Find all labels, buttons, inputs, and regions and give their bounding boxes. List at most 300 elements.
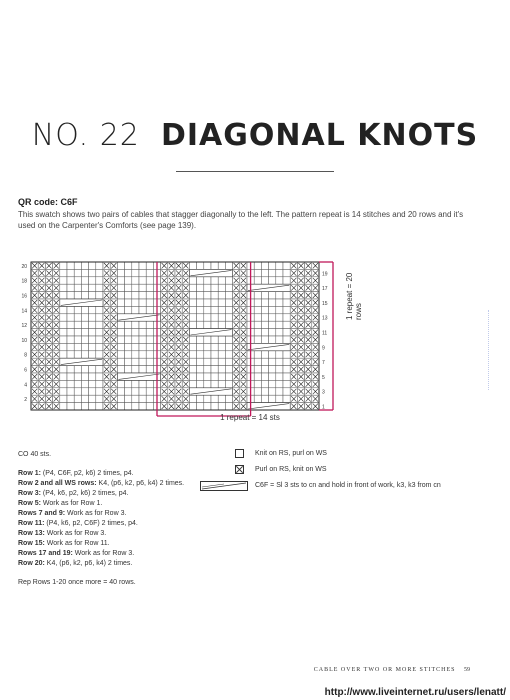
chart-cell <box>74 284 81 291</box>
chart-cell <box>276 299 283 306</box>
chart-cell <box>261 329 268 336</box>
chart-cell <box>225 284 232 291</box>
chart-cell <box>96 269 103 276</box>
chart-cell <box>74 277 81 284</box>
x-square-icon <box>235 465 244 476</box>
title-divider <box>176 171 334 172</box>
chart-cell <box>74 388 81 395</box>
chart-cell <box>225 299 232 306</box>
chart-cell <box>117 343 124 350</box>
chart-cell <box>117 277 124 284</box>
row-number-right: 13 <box>322 315 328 322</box>
chart-cell <box>197 284 204 291</box>
chart-cell <box>146 343 153 350</box>
chart-cell <box>67 277 74 284</box>
chart-cell <box>132 306 139 313</box>
chart-cell <box>211 351 218 358</box>
chart-cell <box>67 284 74 291</box>
chart-cell <box>254 373 261 380</box>
chart-cell <box>67 269 74 276</box>
chart-cell <box>132 388 139 395</box>
chart-cell <box>81 388 88 395</box>
chart-cell <box>218 299 225 306</box>
chart-cell <box>89 329 96 336</box>
chart-cell <box>254 262 261 269</box>
chart-cell <box>283 262 290 269</box>
chart-cell <box>261 314 268 321</box>
chart-cell <box>67 314 74 321</box>
chart-cell <box>60 403 67 410</box>
chart-cell <box>125 388 132 395</box>
chart-cell <box>254 395 261 402</box>
chart-cell <box>67 366 74 373</box>
instruction-row-label: Row 20: <box>18 560 45 567</box>
chart-cell <box>67 262 74 269</box>
chart-cell <box>225 321 232 328</box>
chart-cell <box>146 388 153 395</box>
chart-cell <box>96 321 103 328</box>
instruction-row-label: Row 1: <box>18 470 41 477</box>
chart-cell <box>269 292 276 299</box>
chart-cell <box>139 380 146 387</box>
chart-cell <box>211 299 218 306</box>
chart-cell <box>283 380 290 387</box>
chart-cell <box>60 373 67 380</box>
row-number-left: 12 <box>21 323 27 330</box>
chart-cell <box>218 292 225 299</box>
chart-cell <box>204 277 211 284</box>
instruction-row-text: Work as for Row 3. <box>72 550 135 557</box>
chart-cell <box>218 403 225 410</box>
page-title <box>0 118 510 153</box>
chart-cell <box>283 358 290 365</box>
chart-cell <box>269 299 276 306</box>
chart-cell <box>125 395 132 402</box>
chart-cell <box>89 321 96 328</box>
chart-cell <box>189 306 196 313</box>
chart-cell <box>225 336 232 343</box>
chart-cell <box>81 380 88 387</box>
chart-cell <box>204 299 211 306</box>
cast-on-line: CO 40 sts. <box>18 451 52 458</box>
instruction-row-text: Work as for Row 3. <box>44 530 107 537</box>
chart-cell <box>117 292 124 299</box>
chart-cell <box>132 380 139 387</box>
chart-cell <box>139 299 146 306</box>
chart-cell <box>225 314 232 321</box>
chart-cell <box>218 395 225 402</box>
qr-code-label: QR code: C6F <box>18 197 78 207</box>
row-instructions <box>18 450 218 588</box>
chart-cell <box>225 262 232 269</box>
chart-cell <box>197 380 204 387</box>
chart-cell <box>89 380 96 387</box>
chart-cell <box>117 351 124 358</box>
chart-cell <box>197 314 204 321</box>
chart-cell <box>283 306 290 313</box>
chart-cell <box>125 380 132 387</box>
chart-cell <box>139 292 146 299</box>
chart-cell <box>218 358 225 365</box>
chart-cell <box>283 336 290 343</box>
chart-cell <box>269 395 276 402</box>
chart-cell <box>74 403 81 410</box>
chart-cell <box>139 358 146 365</box>
chart-cell <box>89 269 96 276</box>
chart-cell <box>189 299 196 306</box>
chart-cell <box>81 269 88 276</box>
chart-cell <box>283 269 290 276</box>
chart-cell <box>225 380 232 387</box>
chart-cell <box>204 395 211 402</box>
chart-cell <box>89 314 96 321</box>
chart-cell <box>276 314 283 321</box>
chart-cell <box>204 358 211 365</box>
chart-cell <box>283 388 290 395</box>
chart-cell <box>211 358 218 365</box>
empty-square-icon <box>235 449 244 460</box>
chart-cell <box>189 358 196 365</box>
chart-cell <box>139 262 146 269</box>
chart-cell <box>283 373 290 380</box>
cable-c6f-icon <box>200 481 248 493</box>
chart-cell <box>269 366 276 373</box>
instruction-row <box>18 489 218 499</box>
instruction-row-label: Row 13: <box>18 530 45 537</box>
intro-paragraph: This swatch shows two pairs of cables that stagger diagonally to the left. The pattern repeat is 14 stitches and 20 rows and it's used on the Carpenter's Comforts (see page 139). <box>18 210 464 230</box>
chart-cell <box>211 395 218 402</box>
chart-cell <box>197 358 204 365</box>
chart-cell <box>132 336 139 343</box>
chart-cell <box>132 343 139 350</box>
chart-cell <box>283 366 290 373</box>
chart-cell <box>269 277 276 284</box>
chart-cell <box>197 373 204 380</box>
chart-cell <box>96 395 103 402</box>
chart-cell <box>81 403 88 410</box>
chart-cell <box>74 292 81 299</box>
chart-cell <box>89 366 96 373</box>
chart-cell <box>261 277 268 284</box>
row-number-right: 5 <box>322 374 325 381</box>
chart-cell <box>204 373 211 380</box>
chart-cell <box>81 351 88 358</box>
legend-knit-text: Knit on RS, purl on WS <box>255 450 327 457</box>
chart-cell <box>125 306 132 313</box>
chart-cell <box>276 395 283 402</box>
chart-cell <box>125 343 132 350</box>
chart-cell <box>125 366 132 373</box>
chart-cell <box>204 336 211 343</box>
instruction-row <box>18 539 218 549</box>
chart-cell <box>67 336 74 343</box>
chart-cell <box>117 403 124 410</box>
chart-cell <box>225 366 232 373</box>
legend-cable-text: C6F = Sl 3 sts to cn and hold in front of work, k3, k3 from cn <box>255 482 441 489</box>
chart-cell <box>132 262 139 269</box>
chart-cell <box>269 380 276 387</box>
chart-cell <box>269 306 276 313</box>
chart-cell <box>74 343 81 350</box>
chart-cell <box>60 366 67 373</box>
chart-cell <box>146 306 153 313</box>
chart-cell <box>211 373 218 380</box>
chart-cell <box>189 277 196 284</box>
chart-cell <box>117 269 124 276</box>
row-number-right: 3 <box>322 389 325 396</box>
chart-cell <box>60 351 67 358</box>
chart-cell <box>218 284 225 291</box>
chart-cell <box>117 306 124 313</box>
chart-cell <box>204 306 211 313</box>
instruction-row-text: Work as for Row 11. <box>44 540 110 547</box>
chart-cell <box>67 351 74 358</box>
chart-cell <box>204 314 211 321</box>
chart-cell <box>60 329 67 336</box>
chart-cell <box>225 373 232 380</box>
chart-cell <box>283 314 290 321</box>
chart-cell <box>254 306 261 313</box>
chart-cell <box>139 321 146 328</box>
chart-cell <box>125 321 132 328</box>
instruction-row-label: Rows 7 and 9: <box>18 510 66 517</box>
chart-cell <box>261 321 268 328</box>
chart-cell <box>139 277 146 284</box>
chart-cell <box>204 321 211 328</box>
chart-cell <box>261 358 268 365</box>
chart-cell <box>225 358 232 365</box>
chart-cell <box>96 380 103 387</box>
chart-cell <box>276 388 283 395</box>
chart-cell <box>132 277 139 284</box>
repeat-line: Rep Rows 1-20 once more = 40 rows. <box>18 579 136 586</box>
chart-cell <box>261 388 268 395</box>
chart-cell <box>189 292 196 299</box>
chart-cell <box>60 292 67 299</box>
chart-cell <box>74 314 81 321</box>
chart-cell <box>276 373 283 380</box>
chart-cell <box>189 321 196 328</box>
instruction-row <box>18 469 218 479</box>
chart-cell <box>146 358 153 365</box>
chart-cell <box>254 358 261 365</box>
chart-cell <box>254 329 261 336</box>
chart-cell <box>117 262 124 269</box>
chart-cell <box>96 403 103 410</box>
chart-cell <box>261 366 268 373</box>
legend-cable <box>200 480 490 496</box>
chart-cell <box>204 366 211 373</box>
chart-cell <box>81 314 88 321</box>
chart-cell <box>74 395 81 402</box>
chart-cell <box>74 336 81 343</box>
row-number-left: 10 <box>21 337 27 344</box>
chart-cell <box>254 388 261 395</box>
row-number-left: 6 <box>24 367 27 374</box>
chart-cell <box>197 321 204 328</box>
chart-cell <box>132 299 139 306</box>
chart-cell <box>139 351 146 358</box>
chart-cell <box>204 380 211 387</box>
chart-cell <box>261 373 268 380</box>
chart-cell <box>211 343 218 350</box>
instruction-row-label: Row 11: <box>18 520 45 527</box>
chart-cell <box>254 380 261 387</box>
chart-cell <box>197 395 204 402</box>
chart-cell <box>132 292 139 299</box>
instruction-row-text: (P4, k6, p2, k6) 2 times, p4. <box>40 490 129 497</box>
chart-cell <box>146 299 153 306</box>
instruction-row-label: Rows 17 and 19: <box>18 550 73 557</box>
chart-cell <box>81 336 88 343</box>
chart-cell <box>125 299 132 306</box>
chart-cell <box>211 277 218 284</box>
chart-cell <box>96 306 103 313</box>
chart-cell <box>89 351 96 358</box>
chart-cell <box>81 277 88 284</box>
chart-cell <box>67 321 74 328</box>
chart-cell <box>96 292 103 299</box>
chart-cell <box>269 269 276 276</box>
chart-cell <box>283 277 290 284</box>
chart-cell <box>218 373 225 380</box>
chart-cell <box>146 380 153 387</box>
chart-cell <box>211 380 218 387</box>
chart-cell <box>132 366 139 373</box>
chart-cell <box>125 292 132 299</box>
chart-cell <box>225 306 232 313</box>
chart-cell <box>225 395 232 402</box>
chart-cell <box>74 262 81 269</box>
instruction-row-text: Work as for Row 3. <box>65 510 127 517</box>
instruction-row <box>18 559 218 569</box>
chart-cell <box>218 262 225 269</box>
chart-cell <box>132 351 139 358</box>
row-number-left: 20 <box>21 263 27 270</box>
chart-cell <box>197 292 204 299</box>
instruction-row-text: (P4, C6F, p2, k6) 2 times, p4. <box>40 470 134 477</box>
instruction-row <box>18 549 218 559</box>
chart-cell <box>283 299 290 306</box>
chart-cell <box>132 321 139 328</box>
chart-cell <box>125 277 132 284</box>
chart-cell <box>132 284 139 291</box>
chart-cell <box>74 306 81 313</box>
chart-cell <box>139 269 146 276</box>
chart-cell <box>125 284 132 291</box>
chart-cell <box>146 292 153 299</box>
row-number-right: 1 <box>322 404 325 411</box>
chart-cell <box>96 343 103 350</box>
chart-cell <box>60 395 67 402</box>
chart-cell <box>67 395 74 402</box>
chart-cell <box>261 306 268 313</box>
chart-cell <box>67 292 74 299</box>
chart-cell <box>225 292 232 299</box>
chart-cell <box>81 262 88 269</box>
chart-cell <box>211 306 218 313</box>
chart-cell <box>189 343 196 350</box>
instruction-row-label: Row 2 and all WS rows: <box>18 480 97 487</box>
chart-cell <box>218 380 225 387</box>
chart-cell <box>269 388 276 395</box>
chart-cell <box>254 321 261 328</box>
chart-cell <box>67 380 74 387</box>
chart-cell <box>261 336 268 343</box>
chart-cell <box>117 284 124 291</box>
chart-cell <box>139 388 146 395</box>
chart-cell <box>146 395 153 402</box>
chart-cell <box>254 299 261 306</box>
chart-cell <box>269 329 276 336</box>
chart-cell <box>269 314 276 321</box>
chart-cell <box>60 262 67 269</box>
chart-cell <box>60 269 67 276</box>
chart-cell <box>146 351 153 358</box>
chart-cell <box>254 336 261 343</box>
chart-cell <box>204 351 211 358</box>
chart-cell <box>81 321 88 328</box>
instruction-row-label: Row 3: <box>18 490 41 497</box>
chart-cell <box>218 336 225 343</box>
chart-cell <box>276 269 283 276</box>
chart-cell <box>96 351 103 358</box>
chart-cell <box>81 306 88 313</box>
chart-cell <box>67 329 74 336</box>
row-number-right: 11 <box>322 330 328 337</box>
chart-cell <box>60 314 67 321</box>
legend-purl <box>200 464 490 480</box>
instruction-row <box>18 499 218 509</box>
instruction-row <box>18 529 218 539</box>
chart-cell <box>139 395 146 402</box>
chart-cell <box>276 351 283 358</box>
chart-cell <box>197 299 204 306</box>
chart-cell <box>74 373 81 380</box>
page-number: 59 <box>464 667 470 673</box>
chart-cell <box>189 262 196 269</box>
chart-cell <box>60 306 67 313</box>
chart-cell <box>211 403 218 410</box>
chart-cell <box>254 269 261 276</box>
chart-cell <box>211 262 218 269</box>
chart-cell <box>60 284 67 291</box>
chart-cell <box>89 284 96 291</box>
chart-legend <box>200 448 490 496</box>
pattern-number: NO. 22 <box>31 118 140 153</box>
chart-cell <box>132 403 139 410</box>
chart-cell <box>139 336 146 343</box>
chart-cell <box>197 343 204 350</box>
chart-cell <box>117 329 124 336</box>
chart-cell <box>189 403 196 410</box>
instruction-row-text: (P4, k6, p2, C6F) 2 times, p4. <box>44 520 138 527</box>
chart-cell <box>81 395 88 402</box>
chart-cell <box>197 351 204 358</box>
chart-cell <box>211 366 218 373</box>
chart-cell <box>189 336 196 343</box>
chart-cell <box>283 395 290 402</box>
chart-cell <box>276 292 283 299</box>
chart-cell <box>117 395 124 402</box>
chart-cell <box>276 366 283 373</box>
chart-cell <box>283 329 290 336</box>
chart-cell <box>269 321 276 328</box>
chart-cell <box>218 277 225 284</box>
chart-cell <box>261 299 268 306</box>
chart-cell <box>125 329 132 336</box>
instruction-row-text: K4, (p6, k2, p6, k4) 2 times. <box>96 480 185 487</box>
